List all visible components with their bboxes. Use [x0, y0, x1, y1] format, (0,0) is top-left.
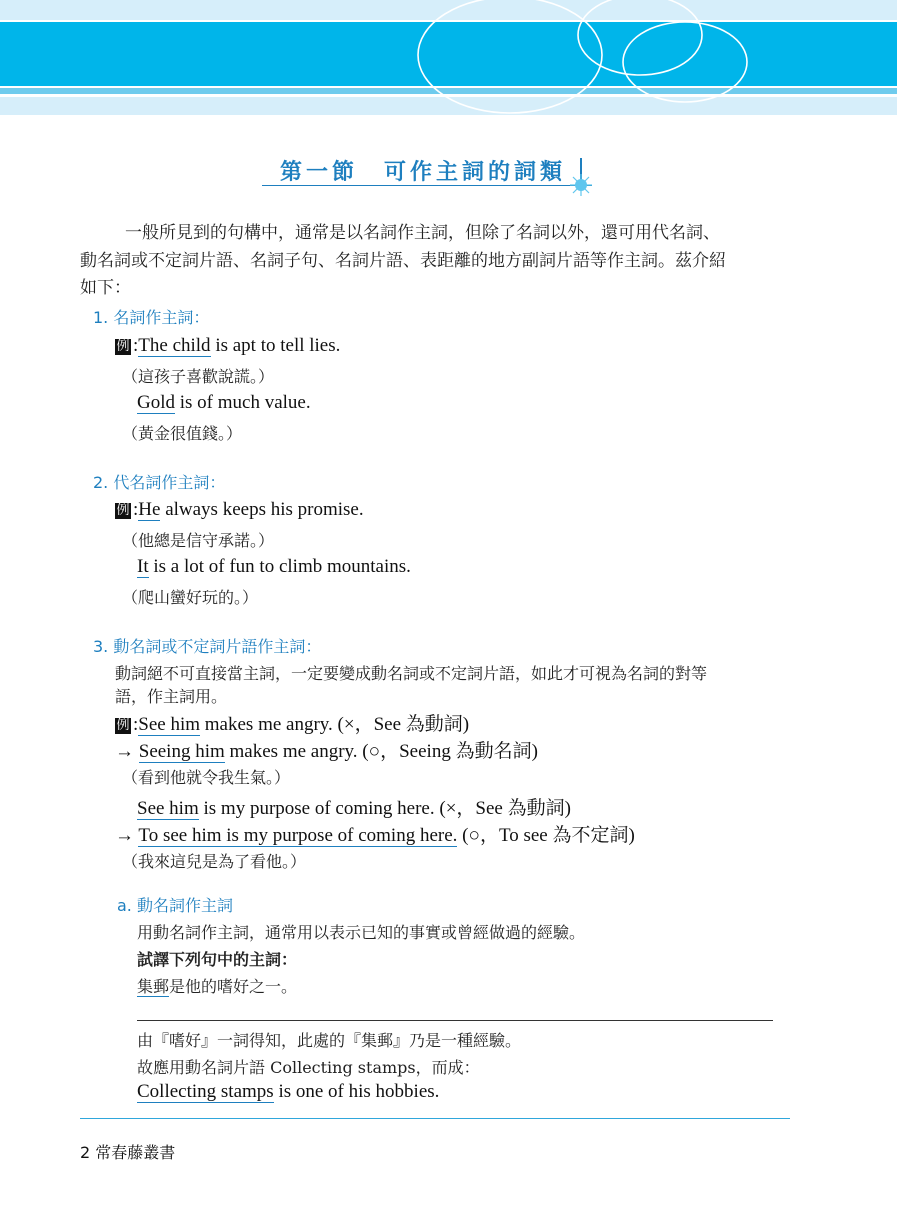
section-3-desc-1: 動詞絕不可直接當主詞，一定要變成動名詞或不定詞片語，如此才可視為名詞的對等: [115, 664, 708, 683]
page-title: 第一節 可作主詞的詞類: [280, 159, 567, 185]
section-1-heading: 1. 名詞作主詞：: [93, 308, 210, 327]
title-underline: [262, 185, 592, 186]
section-2-heading: 2. 代名詞作主詞：: [93, 473, 226, 492]
section-3-example-4: → To see him is my purpose of coming here. (○，To see 為不定詞): [115, 825, 635, 846]
section-1-translation-2: （黃金很值錢。）: [122, 424, 243, 443]
sparkle-icon: [570, 174, 592, 196]
answer-line-1: 由『嗜好』一詞得知，此處的『集郵』乃是一種經驗。: [137, 1031, 522, 1050]
section-3-translation-2: （我來這兒是為了看他。）: [122, 852, 307, 871]
series-name: 常春藤叢書: [95, 1143, 176, 1162]
page-number: 2: [80, 1143, 91, 1162]
section-1-example-2: Gold is of much value.: [137, 392, 311, 413]
exercise-question: 集郵是他的嗜好之一。: [137, 977, 298, 996]
intro-line-2: 動名詞或不定詞片語、名詞子句、名詞片語、表距離的地方副詞片語等作主詞。茲介紹: [80, 251, 726, 271]
footer-divider: [80, 1118, 790, 1119]
header-banner: [0, 0, 897, 115]
section-2-example-2: It is a lot of fun to climb mountains.: [137, 556, 411, 577]
page-footer: [80, 1140, 175, 1163]
section-a-heading: a. 動名詞作主詞: [117, 896, 233, 915]
section-3-heading: 3. 動名詞或不定詞片語作主詞：: [93, 637, 322, 656]
example-mark: 例: [116, 339, 130, 354]
example-mark: 例: [116, 503, 130, 518]
exercise-instruction: 試譯下列句中的主詞：: [137, 950, 298, 969]
answer-line-3: Collecting stamps is one of his hobbies.: [137, 1081, 440, 1102]
example-mark: 例: [116, 718, 130, 733]
section-a-desc: 用動名詞作主詞，通常用以表示已知的事實或曾經做過的經驗。: [137, 923, 586, 942]
section-3-desc-2: 語，作主詞用。: [115, 687, 228, 706]
section-3-translation-1: （看到他就令我生氣。）: [122, 768, 291, 787]
section-1-example-1: 例 :The child is apt to tell lies.: [116, 335, 341, 356]
section-2-example-1: 例 :He always keeps his promise.: [116, 499, 364, 520]
section-1-translation-1: （這孩子喜歡說謊。）: [122, 367, 275, 386]
section-2-translation-1: （他總是信守承諾。）: [122, 531, 275, 550]
section-2-translation-2: （爬山蠻好玩的。）: [122, 588, 259, 607]
section-3-example-1: 例 :See him makes me angry. (×，See 為動詞): [116, 714, 470, 735]
intro-line-1: 一般所見到的句構中，通常是以名詞作主詞，但除了名詞以外，還可用代名詞、: [125, 223, 720, 243]
answer-blank-line: [137, 1020, 773, 1021]
intro-line-3: 如下：: [80, 278, 131, 298]
section-3-example-2: → Seeing him makes me angry. (○，Seeing 為動名詞): [115, 741, 538, 762]
answer-line-2: 故應用動名詞片語 Collecting stamps，而成：: [137, 1058, 480, 1077]
section-3-example-3: See him is my purpose of coming here. (×，See 為動詞): [137, 798, 571, 819]
